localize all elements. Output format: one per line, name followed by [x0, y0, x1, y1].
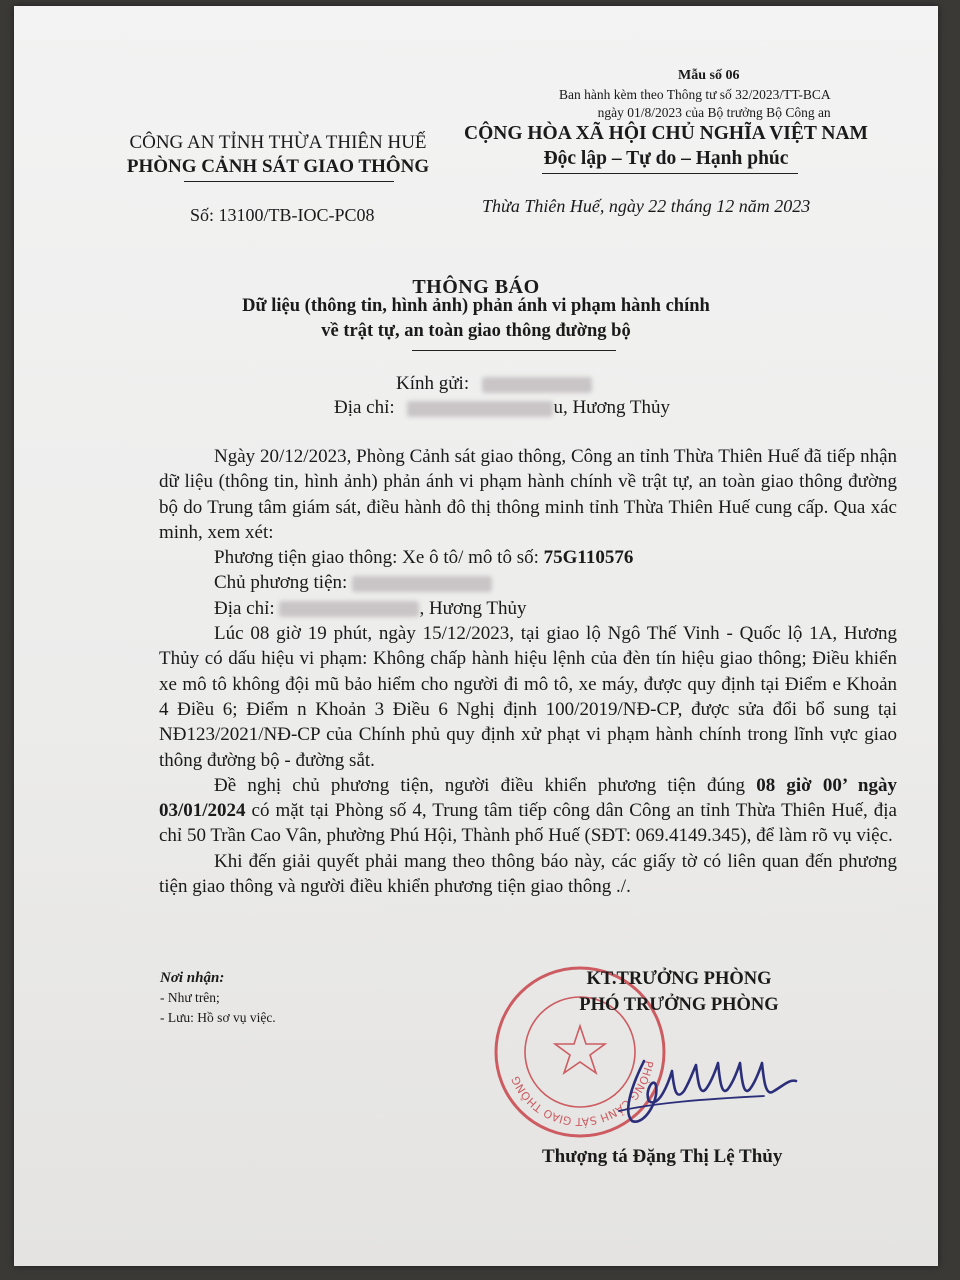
owner-address-visible: , Hương Thủy	[419, 597, 527, 619]
signer-name: Thượng tá Đặng Thị Lệ Thủy	[542, 1146, 783, 1167]
document-page	[14, 6, 938, 1266]
vehicle-label: Phương tiện giao thông: Xe ô tô/ mô tô số:	[214, 547, 544, 569]
form-issued-date: ngày 01/8/2023 của Bộ trưởng Bộ Công an	[597, 105, 831, 120]
agency-parent: CÔNG AN TỈNH THỪA THIÊN HUẾ	[129, 132, 427, 153]
subtitle-line-1: Dữ liệu (thông tin, hình ảnh) phản ánh vi phạm hành chính	[242, 296, 710, 316]
document-title: THÔNG BÁO	[412, 276, 540, 298]
recipients-heading: Nơi nhận:	[160, 970, 225, 986]
paragraph-request	[159, 773, 897, 849]
request-time: 08 giờ 00’ ngày 03/01/2024	[159, 774, 897, 822]
agency-underline	[184, 181, 394, 182]
vehicle-line	[159, 545, 897, 570]
owner-address-line	[159, 596, 897, 621]
body-text	[159, 444, 897, 899]
paragraph-instruction: Khi đến giải quyết phải mang theo thông báo này, các giấy tờ có liên quan đến phương tiện giao thông và người điều khiển phương tiện giao thông ./.	[159, 850, 897, 898]
paragraph-violation: Lúc 08 giờ 19 phút, ngày 15/12/2023, tại giao lộ Ngô Thế Vinh - Quốc lộ 1A, Hương Thủy có dấu hiệu vi phạm: Không chấp hành hiệu lệnh của đèn tín hiệu giao thông; Điều khiển xe mô tô không đội mũ bảo hiểm cho người đi mô tô, xe máy, được quy định tại Điểm e Khoản 4 Điều 6; Điểm n Khoản 3 Điều 6 Nghị định 100/2019/NĐ-CP, được sửa đổi bổ sung tại NĐ123/2021/NĐ-CP của Chính phủ quy định xử phạt vi phạm hành chính trong lĩnh vực giao thông đường bộ - đường sắt.	[159, 623, 897, 771]
paragraph-intro: Ngày 20/12/2023, Phòng Cảnh sát giao thông, Công an tỉnh Thừa Thiên Huế đã tiếp nhận dữ liệu (thông tin, hình ảnh) phản ánh vi phạm hành chính về trật tự, an toàn giao thông đường bộ do Trung tâm giám sát, điều hành đô thị thông minh tỉnh Thừa Thiên Huế cung cấp. Qua xác minh, xem xét:	[159, 446, 897, 543]
subtitle-line-2: về trật tự, an toàn giao thông đường bộ	[321, 321, 631, 341]
signature-line-1: KT.TRƯỞNG PHÒNG	[586, 969, 772, 989]
document-number: Số: 13100/TB-IOC-PC08	[190, 205, 375, 225]
recipient-item: - Như trên;	[160, 990, 220, 1005]
redacted-address	[407, 401, 553, 417]
vehicle-plate: 75G110576	[543, 547, 634, 569]
owner-line	[159, 570, 897, 595]
stamp-text: PHÒNG CẢNH SÁT GIAO THÔNG	[509, 1059, 656, 1129]
address-row	[334, 396, 670, 420]
request-text-b: có mặt tại Phòng số 4, Trung tâm tiếp công dân Công an tỉnh Thừa Thiên Huế, địa chỉ 50 Trần Cao Vân, phường Phú Hội, Thành phố Huế (SĐT: 069.4149.345), để làm rõ vụ việc.	[159, 800, 897, 847]
address-label: Địa chỉ:	[334, 397, 395, 418]
redacted-owner	[352, 576, 492, 592]
agency-header	[118, 131, 438, 179]
signature-title	[524, 966, 834, 1018]
document-subtitle	[14, 294, 938, 344]
owner-address-label: Địa chỉ:	[214, 597, 275, 619]
form-issued-with: Ban hành kèm theo Thông tư số 32/2023/TT-BCA	[559, 87, 831, 102]
request-text-a: Đề nghị chủ phương tiện, người điều khiển phương tiện đúng	[214, 774, 757, 796]
signature-line-2: PHÓ TRƯỞNG PHÒNG	[579, 995, 779, 1015]
republic-motto: Độc lập – Tự do – Hạnh phúc	[543, 148, 789, 169]
redacted-owner-address	[279, 601, 419, 617]
motto-underline	[542, 173, 798, 174]
address-visible: u, Hương Thủy	[553, 397, 671, 418]
handwritten-signature	[614, 1041, 804, 1131]
form-reference	[559, 86, 831, 122]
recipient-item: - Lưu: Hồ sơ vụ việc.	[160, 1010, 276, 1025]
republic-name: CỘNG HÒA XÃ HỘI CHỦ NGHĨA VIỆT NAM	[464, 123, 868, 144]
owner-label: Chủ phương tiện:	[214, 572, 348, 594]
agency-unit: PHÒNG CẢNH SÁT GIAO THÔNG	[126, 156, 430, 177]
addressee-row	[396, 372, 592, 396]
place-date: Thừa Thiên Huế, ngày 22 tháng 12 năm 2023	[482, 196, 811, 216]
republic-header	[446, 121, 886, 171]
addressee-label: Kính gửi:	[396, 373, 470, 394]
title-underline	[412, 350, 616, 351]
form-number: Mẫu số 06	[678, 68, 740, 83]
redacted-name	[482, 377, 592, 393]
recipients-block	[160, 968, 276, 1028]
